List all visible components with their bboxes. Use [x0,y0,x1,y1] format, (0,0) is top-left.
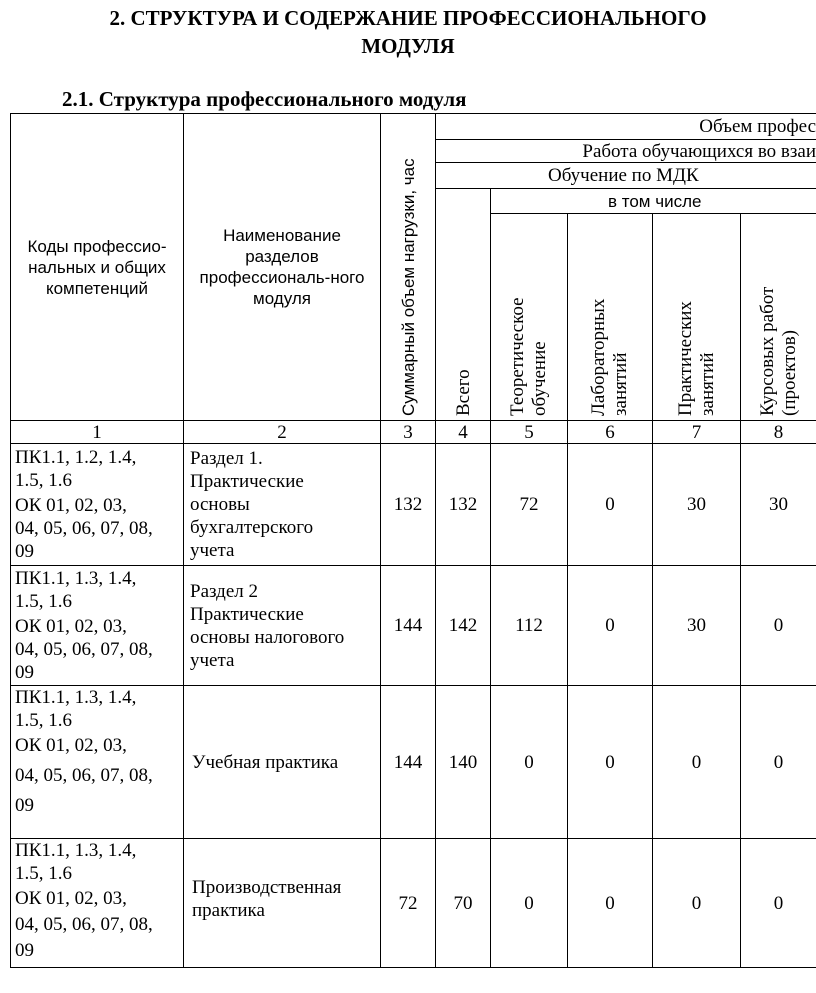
header-volume: Объем профес [699,116,816,137]
row4-name-line1: Производственная [192,877,342,898]
row4-codes-line2: 1.5, 1.6 [15,863,72,884]
colnum-6: 6 [605,421,615,443]
row4-codes-line5: 09 [15,940,34,961]
row4-prac: 0 [691,892,702,914]
table-border-bottom [10,967,816,968]
row3-all: 140 [448,751,478,773]
row3-total: 144 [393,751,423,773]
row3-name [184,686,380,838]
header-course-line2: (проектов) [778,330,800,416]
header-total-load [381,114,435,420]
row2-prac: 30 [687,615,706,636]
row1-name-line3: основы [190,494,250,515]
row3-codes [11,686,183,838]
row1-codes-line5: 09 [15,541,34,562]
row1-codes [11,444,183,565]
row2-name-line3: основы налогового [190,626,345,648]
row1-prac: 30 [687,494,706,515]
colnum-2: 2 [277,421,287,443]
header-codes: Коды профессио-нальных и общих компетенций [27,236,167,298]
row2-total: 144 [393,615,423,636]
row1-name-line1: Раздел 1. [190,448,263,469]
row4-name [184,839,380,967]
row1-name [184,444,380,565]
colnum-5: 5 [524,421,534,443]
header-total-load-text: Суммарный объем нагрузки, час [398,158,418,416]
header-theory-line2: обучение [529,341,550,416]
row1-name-line2: Практические [190,471,304,492]
header-mdk: Обучение по МДК [548,165,699,186]
colnum-1: 1 [92,421,102,443]
row2-course: 0 [773,615,784,636]
header-prac [653,214,740,420]
subsection-heading: 2.1. Структура профессионального модуля [62,87,467,111]
row4-course: 0 [773,892,784,914]
header-course [741,214,816,420]
header-prac-line2: занятий [696,352,718,416]
row2-all: 142 [448,615,478,636]
row1-total: 132 [393,494,423,515]
row3-lab: 0 [605,751,615,773]
row1-codes-line3: ОК 01, 02, 03, [15,495,127,516]
row4-theory: 0 [524,892,534,914]
row2-codes-line4: 04, 05, 06, 07, 08, [15,639,153,660]
row3-codes-line1: ПК1.1, 1.3, 1.4, [15,687,137,708]
section-heading-line1: 2. СТРУКТУРА И СОДЕРЖАНИЕ ПРОФЕССИОНАЛЬНОГО [109,6,707,30]
row4-name-line2: практика [192,900,265,921]
row2-codes-line3: ОК 01, 02, 03, [15,616,127,637]
header-work: Работа обучающихся во взаи [582,140,816,162]
row2-theory: 112 [515,615,543,636]
colnum-3: 3 [403,421,413,443]
row4-codes-line1: ПК1.1, 1.3, 1.4, [15,840,137,861]
row1-theory: 72 [519,494,539,515]
header-theory-line1: Теоретическое [507,297,528,416]
row4-codes [11,839,183,967]
row2-lab: 0 [605,615,615,636]
header-all [436,188,490,420]
row2-name [184,566,380,685]
row4-lab: 0 [605,892,615,914]
header-incl: в том числе [608,191,702,211]
header-names: Наименование разделов профессиональ-ного модуля [199,226,365,308]
row2-name-line2: Практические [190,603,304,625]
row1-name-line4: бухгалтерского [190,517,314,538]
row4-codes-line3: ОК 01, 02, 03, [15,888,127,909]
row2-codes [11,566,183,685]
row1-name-line5: учета [190,540,235,561]
colnum-8: 8 [773,421,784,443]
row3-prac: 0 [691,751,702,773]
row1-all: 132 [448,494,478,515]
row2-codes-line2: 1.5, 1.6 [15,591,72,612]
colnum-4: 4 [458,421,468,443]
header-theory [491,214,567,420]
row3-codes-line2: 1.5, 1.6 [15,710,72,731]
header-lab-line2: занятий [610,352,631,416]
row3-theory: 0 [524,751,534,773]
row3-course: 0 [773,751,784,773]
row3-codes-line5: 09 [15,795,34,816]
row4-total: 72 [398,892,418,914]
header-all-text: Всего [452,369,474,416]
row2-codes-line1: ПК1.1, 1.3, 1.4, [15,568,137,589]
header-prac-line1: Практических [674,301,696,416]
header-lab [568,214,652,420]
row2-name-line4: учета [190,649,235,671]
row1-codes-line2: 1.5, 1.6 [15,470,72,491]
row4-codes-line4: 04, 05, 06, 07, 08, [15,914,153,935]
section-heading-line2: МОДУЛЯ [361,34,455,58]
row4-all: 70 [453,892,473,914]
header-lab-line1: Лабораторных [588,298,609,416]
row3-codes-line4: 04, 05, 06, 07, 08, [15,765,153,786]
row2-codes-line5: 09 [15,662,34,683]
row1-codes-line4: 04, 05, 06, 07, 08, [15,518,153,539]
row1-codes-line1: ПК1.1, 1.2, 1.4, [15,447,137,468]
row1-lab: 0 [605,494,615,515]
header-course-line1: Курсовых работ [756,286,778,416]
row1-course: 30 [769,494,788,515]
row3-name-line1: Учебная практика [192,751,339,773]
row2-name-line1: Раздел 2 [190,580,258,602]
row3-codes-line3: ОК 01, 02, 03, [15,735,127,756]
colnum-7: 7 [691,421,702,443]
